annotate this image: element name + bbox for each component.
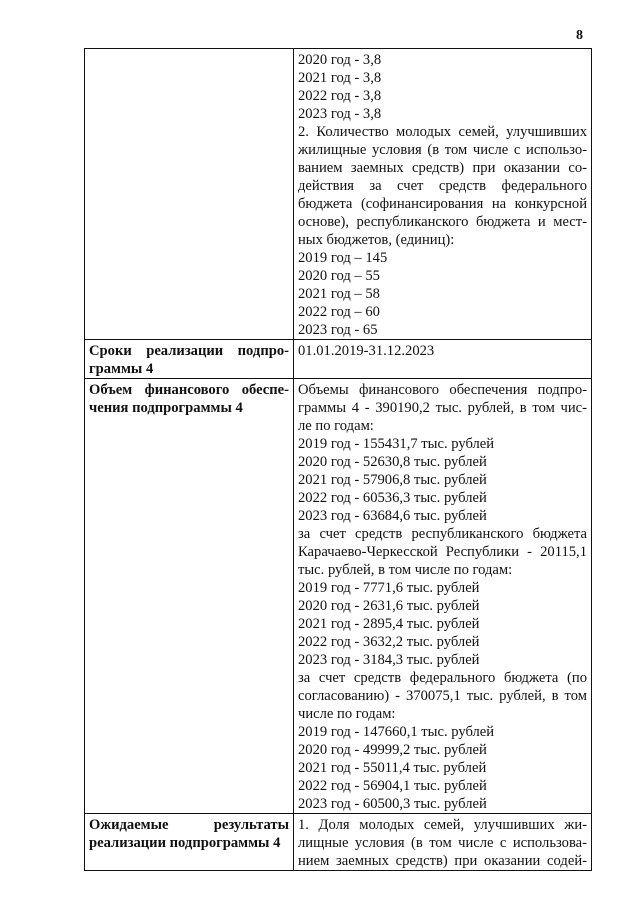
text-line: 2. Количество молодых семей, улучшивших [298, 124, 587, 140]
text-line: 2020 год – 55 [298, 268, 380, 284]
text-line: бюджета (софинансирования на конкурсной [298, 196, 587, 212]
text-line: за счет средств республиканского бюджета [298, 526, 587, 542]
text-line: 2022 год – 60 [298, 304, 380, 320]
label-line: чения подпрограммы 4 [89, 400, 243, 416]
program-table [84, 48, 592, 871]
timeline-value-cell [294, 340, 592, 379]
results-value-cell [294, 814, 592, 871]
timeline-label-cell [85, 340, 294, 379]
text-line: основе), республиканского бюджета и мест- [298, 214, 587, 230]
table-row-indicators-continued [85, 49, 592, 340]
text-line: 1. Доля молодых семей, улучшивших жи- [298, 817, 587, 833]
text-line: 2022 год - 56904,1 тыс. рублей [298, 778, 487, 794]
text-line: 2021 год – 58 [298, 286, 380, 302]
text-line: 2023 год - 63684,6 тыс. рублей [298, 508, 487, 524]
page-number: 8 [576, 28, 583, 43]
text-line: 2021 год - 55011,4 тыс. рублей [298, 760, 487, 776]
text-line: 2021 год - 57906,8 тыс. рублей [298, 472, 487, 488]
label-line: реализации подпрограммы 4 [89, 835, 281, 851]
text-line: ванием заемных средств) при оказании со- [298, 160, 587, 176]
text-line: тыс. рублей, в том числе по годам: [298, 562, 513, 578]
text-line: 2023 год - 65 [298, 322, 378, 338]
text-line: 2020 год - 2631,6 тыс. рублей [298, 598, 480, 614]
table-row-expected-results [85, 814, 592, 871]
text-line: жилищные условия (в том числе с использо- [298, 142, 587, 158]
text-line: граммы 4 - 390190,2 тыс. рублей, в том чис- [298, 400, 587, 416]
text-line: за счет средств федерального бюджета (по [298, 670, 587, 686]
text-line: 2023 год - 3,8 [298, 106, 382, 122]
text-line: ных бюджетов, (единиц): [298, 232, 455, 248]
label-cell-empty [85, 49, 294, 340]
text-line: 2019 год - 155431,7 тыс. рублей [298, 436, 495, 452]
results-label-cell [85, 814, 294, 871]
table-row-timeline [85, 340, 592, 379]
text-line: Объемы финансового обеспечения подпро- [298, 382, 587, 398]
text-line: 2021 год - 2895,4 тыс. рублей [298, 616, 480, 632]
label-line: граммы 4 [89, 361, 154, 377]
text-line: ле по годам: [298, 418, 374, 434]
text-line: лищные условия (в том числе с использова- [298, 835, 587, 851]
text-line: 2020 год - 49999,2 тыс. рублей [298, 742, 487, 758]
text-line: числе по годам: [298, 706, 396, 722]
indicators-cell [294, 49, 592, 340]
text-line: 2019 год - 147660,1 тыс. рублей [298, 724, 495, 740]
label-line: Ожидаемые результаты [89, 817, 289, 833]
text-line: 2020 год - 3,8 [298, 52, 382, 68]
text-line: 2020 год - 52630,8 тыс. рублей [298, 454, 487, 470]
text-line: нием заемных средств) при оказании содей- [298, 853, 587, 869]
text-line: 2023 год - 3184,3 тыс. рублей [298, 652, 480, 668]
text-line: действия за счет средств федерального [298, 178, 587, 194]
text-line: 2019 год - 7771,6 тыс. рублей [298, 580, 480, 596]
text-line: 2021 год - 3,8 [298, 70, 382, 86]
text-line: согласованию) - 370075,1 тыс. рублей, в том [298, 688, 587, 704]
text-line: 2022 год - 60536,3 тыс. рублей [298, 490, 487, 506]
text-line: 01.01.2019-31.12.2023 [298, 343, 435, 359]
text-line: 2022 год - 3,8 [298, 88, 382, 104]
text-line: 2022 год - 3632,2 тыс. рублей [298, 634, 480, 650]
funding-label-cell [85, 379, 294, 814]
table-row-funding [85, 379, 592, 814]
label-line: Сроки реализации подпро- [89, 343, 289, 359]
text-line: Карачаево-Черкесской Республики - 20115,1 [298, 544, 587, 560]
label-line: Объем финансового обеспе- [89, 382, 289, 398]
text-line: 2019 год – 145 [298, 250, 388, 266]
text-line: 2023 год - 60500,3 тыс. рублей [298, 796, 487, 812]
funding-value-cell [294, 379, 592, 814]
